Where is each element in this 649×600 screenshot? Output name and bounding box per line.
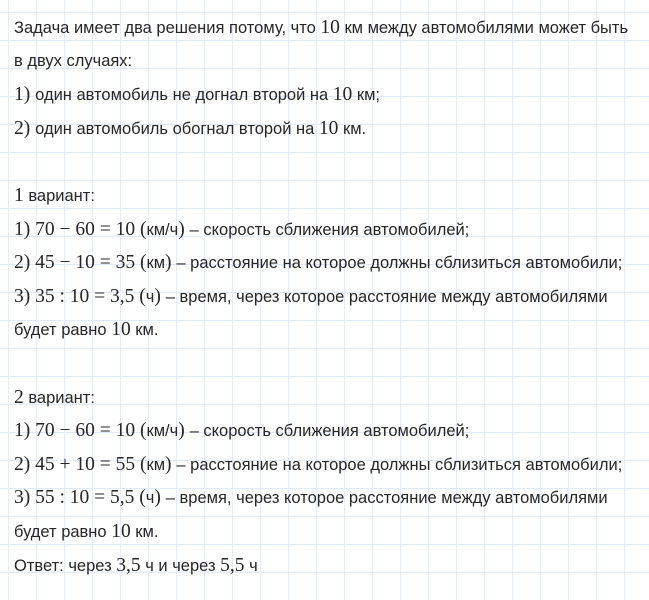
text-line xyxy=(14,515,643,549)
text-segment: км/ч xyxy=(146,422,179,441)
math-segment: 3) 35 : 10 = 3,5 ( xyxy=(14,285,146,307)
math-segment: 3,5 xyxy=(116,554,141,576)
text-line xyxy=(14,414,643,448)
math-segment: 1) 70 − 60 = 10 ( xyxy=(14,420,147,442)
text-line xyxy=(14,112,643,146)
math-segment: 2) 45 + 10 = 55 ( xyxy=(14,453,147,475)
text-line xyxy=(14,381,643,415)
math-segment: 1) xyxy=(14,84,36,106)
text-segment: один автомобиль не догнал второй на xyxy=(35,86,333,105)
math-segment: 10 xyxy=(318,117,339,139)
text-segment: км/ч xyxy=(146,220,179,239)
math-segment: ) xyxy=(165,453,177,475)
text-segment: один автомобиль обогнал второй на xyxy=(35,119,319,138)
math-segment: ) xyxy=(178,420,190,442)
text-segment: будет равно xyxy=(14,522,112,541)
text-line xyxy=(14,213,643,247)
math-segment: 2) 45 − 10 = 35 ( xyxy=(14,252,147,274)
text-segment: ч xyxy=(244,556,258,575)
math-segment: ) xyxy=(154,285,166,307)
text-segment: км между автомобилями может быть xyxy=(339,19,629,37)
text-segment: км xyxy=(146,254,166,273)
text-line xyxy=(14,45,643,79)
text-segment: Ответ: через xyxy=(14,556,117,575)
text-segment: км. xyxy=(338,119,367,138)
text-segment: – время, через которое расстояние между автомобилями xyxy=(165,489,608,508)
text-segment: ч xyxy=(145,287,155,306)
text-segment: км. xyxy=(130,321,159,340)
text-line xyxy=(14,78,643,112)
math-segment: 1) 70 − 60 = 10 ( xyxy=(14,218,147,240)
text-segment: ч xyxy=(145,489,155,508)
text-line xyxy=(14,280,643,314)
text-segment: – расстояние на которое должны сблизиться автомобили; xyxy=(176,254,623,273)
text-line xyxy=(14,11,643,45)
math-segment: 10 xyxy=(111,319,131,341)
math-segment: 5,5 xyxy=(220,554,245,576)
text-segment: будет равно xyxy=(14,321,112,340)
text-segment: – скорость сближения автомобилей; xyxy=(189,422,470,441)
math-segment: 2) xyxy=(14,117,36,139)
text-segment: – расстояние на которое должны сблизиться автомобили; xyxy=(176,455,623,474)
math-segment: ) xyxy=(154,487,166,509)
text-segment: в двух случаях: xyxy=(14,51,133,70)
text-segment: ч и через xyxy=(140,556,221,575)
text-line xyxy=(14,179,643,213)
math-segment: 10 xyxy=(111,520,131,542)
solution-block-2 xyxy=(14,179,643,347)
text-segment: км xyxy=(146,455,166,474)
text-segment: вариант: xyxy=(23,388,95,407)
text-line xyxy=(14,313,643,347)
text-segment: км; xyxy=(352,86,381,105)
math-segment: 10 xyxy=(320,17,340,38)
math-segment: ) xyxy=(178,218,190,240)
text-segment: км. xyxy=(130,522,159,541)
math-segment: 1 xyxy=(14,184,24,206)
text-segment: вариант: xyxy=(23,186,95,205)
text-segment: Задача имеет два решения потому, что xyxy=(14,19,321,37)
text-line xyxy=(14,481,643,515)
text-segment: – скорость сближения автомобилей; xyxy=(189,220,470,239)
text-line xyxy=(14,246,643,280)
math-segment: 3) 55 : 10 = 5,5 ( xyxy=(14,487,146,509)
math-segment: 10 xyxy=(332,84,353,106)
math-segment: 2 xyxy=(14,386,24,408)
math-segment: ) xyxy=(165,252,177,274)
text-line xyxy=(14,549,643,583)
text-line xyxy=(14,448,643,482)
solution-block-1 xyxy=(14,11,643,145)
text-segment: – время, через которое расстояние между автомобилями xyxy=(165,287,608,306)
solution-block-3 xyxy=(14,381,643,583)
